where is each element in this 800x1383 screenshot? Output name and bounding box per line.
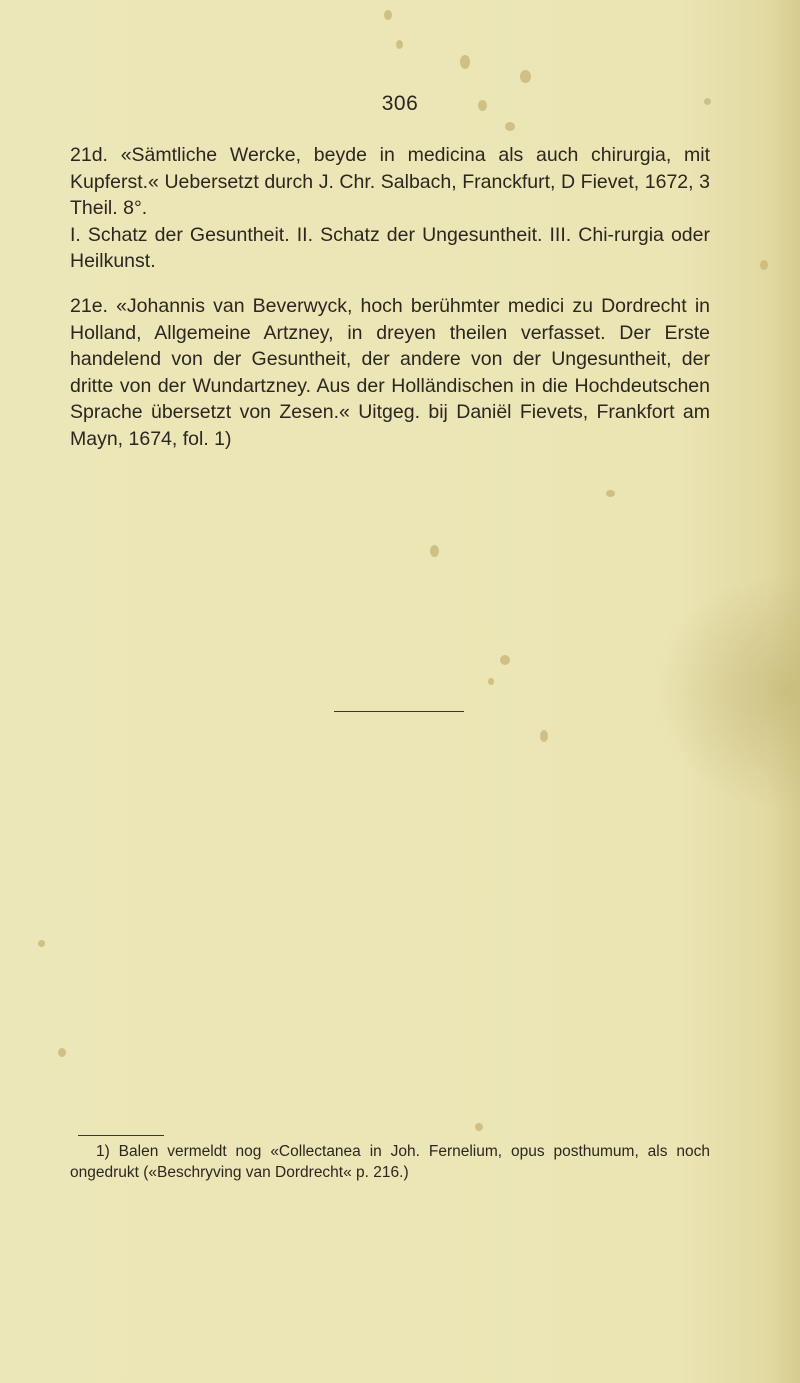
footnote	[70, 1141, 710, 1183]
foxing-mark	[500, 655, 510, 665]
foxing-mark	[488, 678, 494, 685]
catalog-entry-21e	[70, 293, 710, 452]
foxing-mark	[505, 122, 515, 131]
foxing-mark	[520, 70, 531, 83]
foxing-mark	[384, 10, 392, 20]
foxing-mark	[396, 40, 403, 49]
foxing-mark	[38, 940, 45, 947]
footnote-divider	[78, 1135, 164, 1136]
entry-21e-text: 21e. «Johannis van Beverwyck, hoch berühmter medici zu Dordrecht in Holland, Allgemeine Artzney, in dreyen theilen verfasset. Der Erste handelend von der Gesuntheit, der andere von der Ungesuntheit, der dritte von der Wundartzney. Aus der Holländischen in die Hochdeutschen Sprache übersetzt von Zesen.« Uitgeg. bij Daniël Fievets, Frankfort am Mayn, 1674, fol. 1)	[70, 295, 710, 450]
foxing-mark	[460, 55, 470, 69]
section-divider	[334, 711, 464, 712]
foxing-mark	[58, 1048, 66, 1057]
entry-21d-contents: I. Schatz der Gesuntheit. II. Schatz der Ungesuntheit. III. Chi-rurgia oder Heilkunst.	[70, 223, 710, 272]
foxing-mark	[430, 545, 439, 557]
entry-21d-title: 21d. «Sämtliche Wercke, beyde in medicina als auch chirurgia, mit Kupferst.« Uebersetzt durch J. Chr. Salbach, Franckfurt, D Fievet, 1672, 3 Theil. 8°.	[70, 144, 710, 219]
foxing-mark	[760, 260, 768, 270]
foxing-mark	[606, 490, 615, 497]
footnote-text: 1) Balen vermeldt nog «Collectanea in Joh. Fernelium, opus posthumum, als noch ongedrukt («Beschryving van Dordrecht« p. 216.)	[70, 1143, 710, 1181]
foxing-mark	[540, 730, 548, 742]
foxing-mark	[475, 1123, 483, 1131]
page-number: 306	[381, 92, 419, 115]
catalog-entry-21d	[70, 142, 710, 275]
